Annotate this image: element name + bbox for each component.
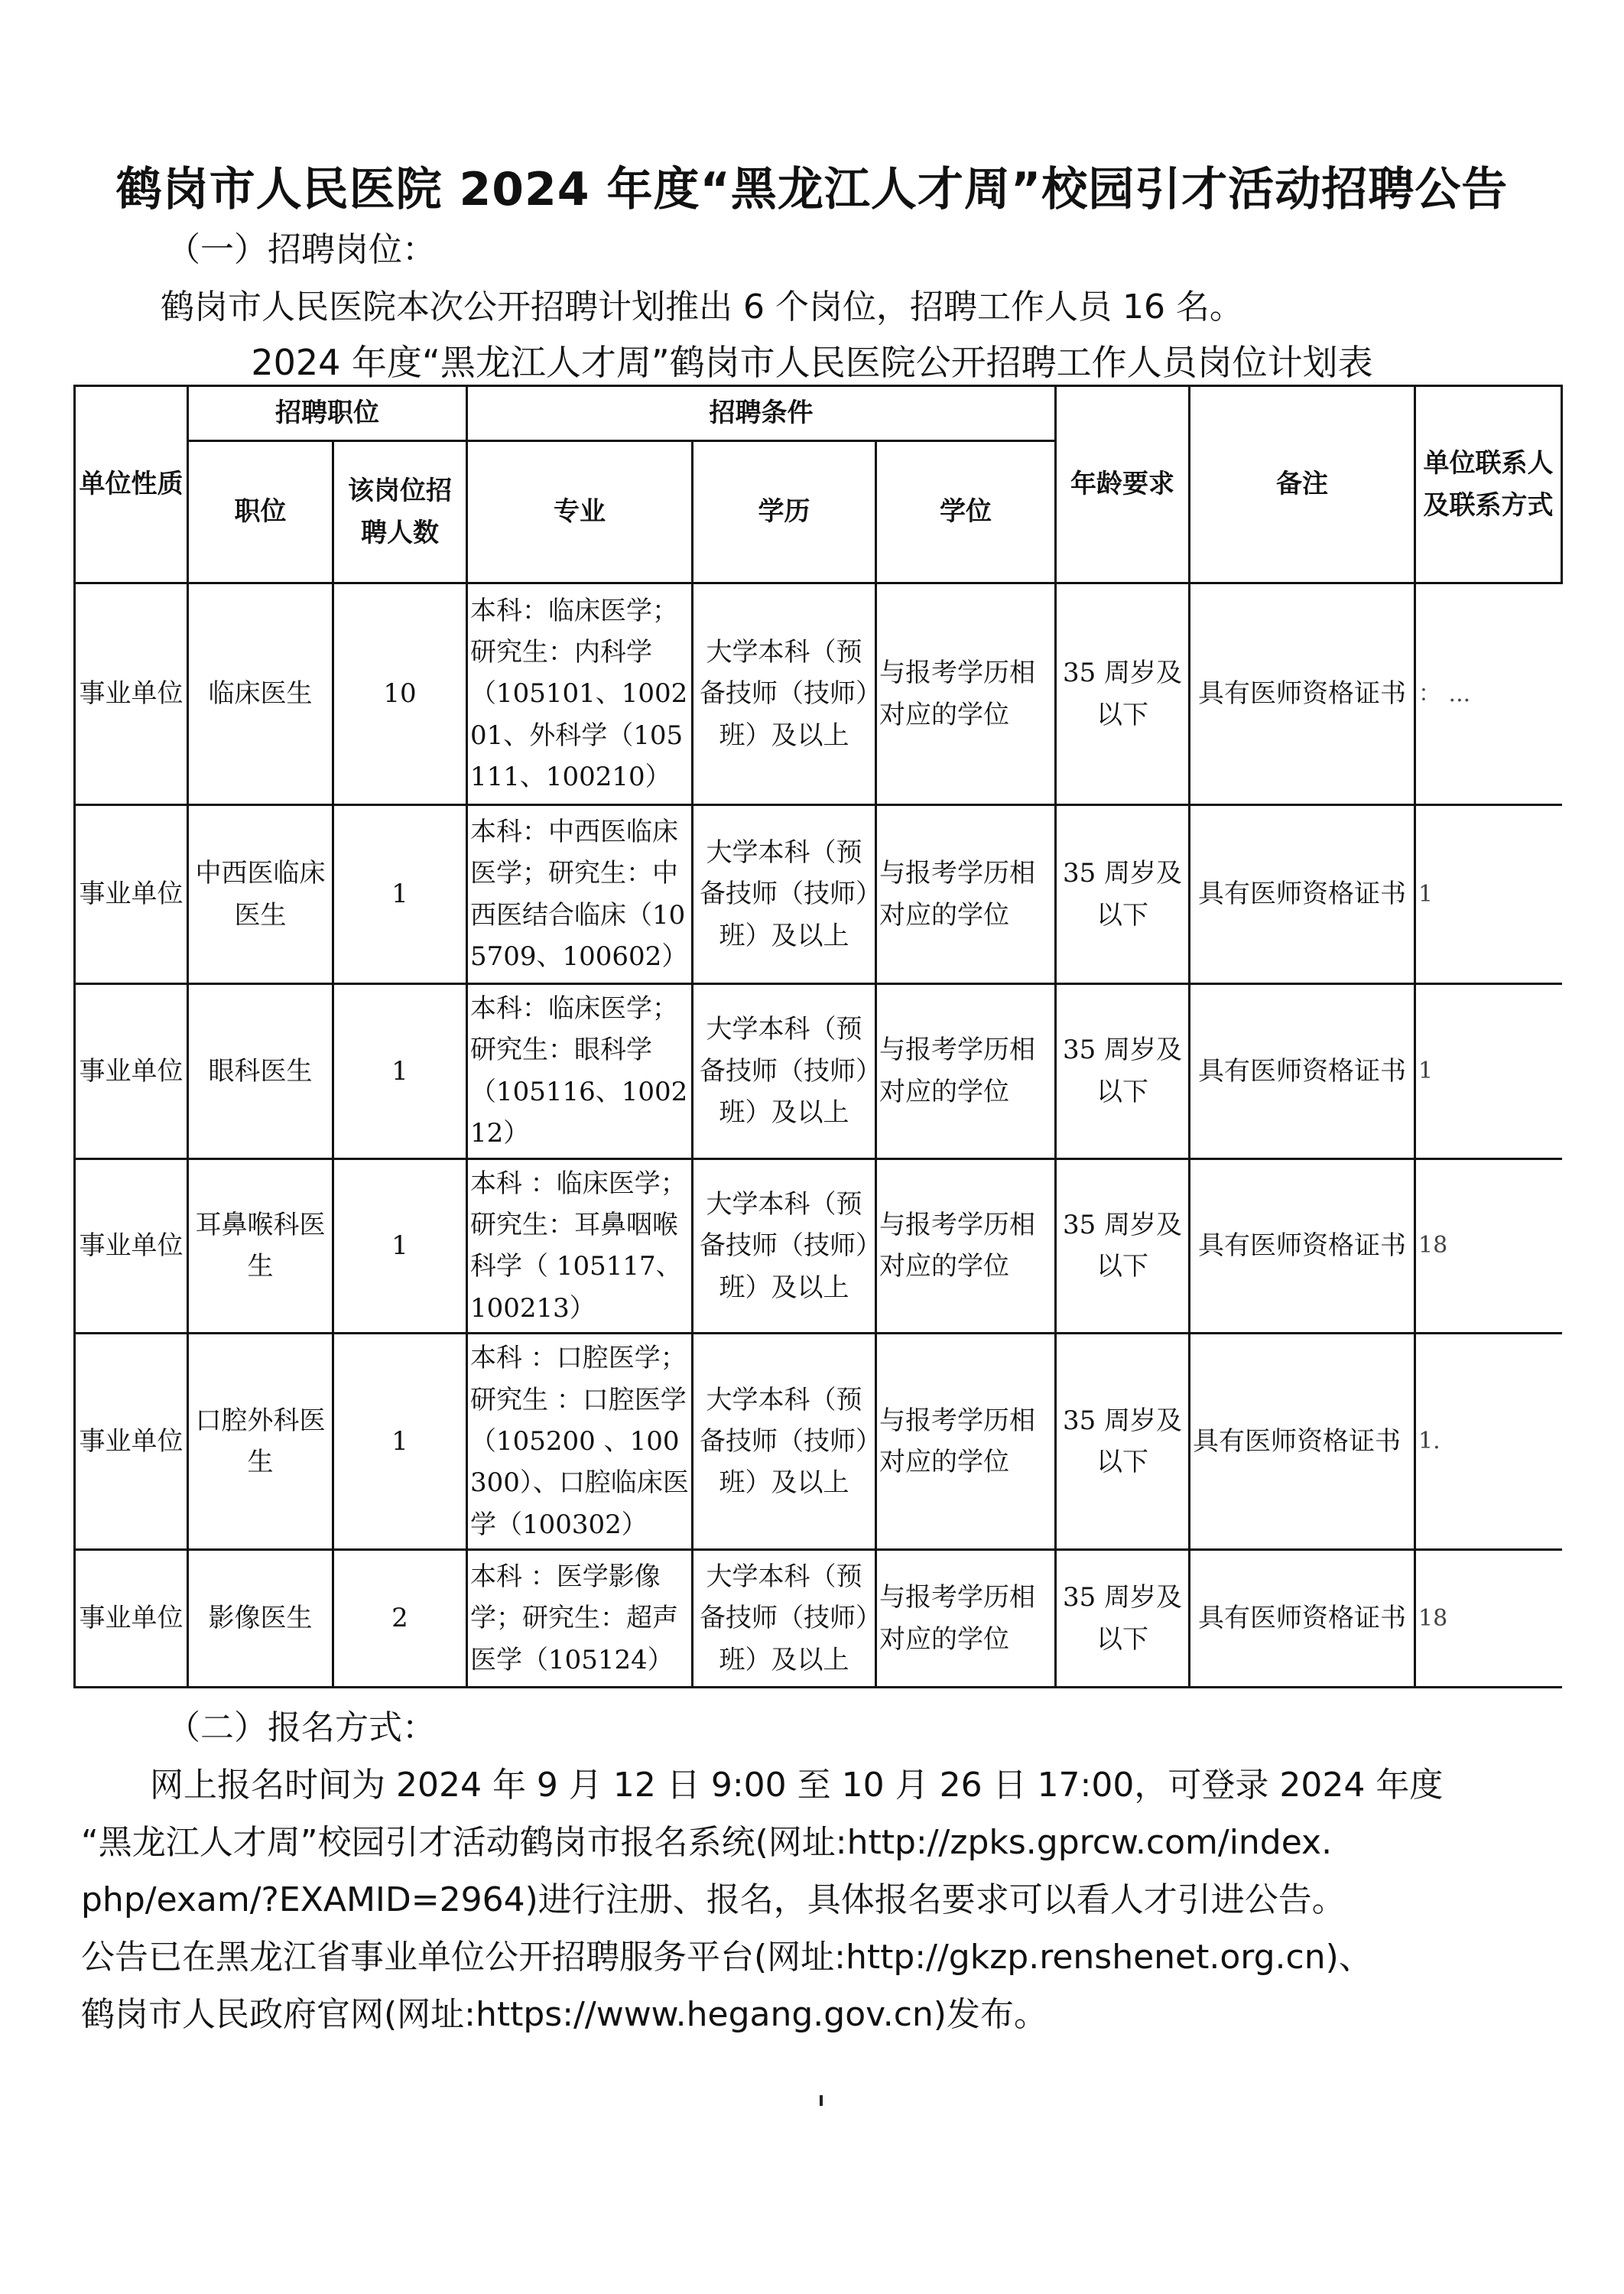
cell-degree: 与报考学历相对应的学位 bbox=[876, 805, 1056, 984]
table-row bbox=[75, 1334, 1562, 1550]
header-remarks: 备注 bbox=[1190, 386, 1415, 583]
section-2-line: 公告已在黑龙江省事业单位公开招聘服务平台(网址:http://gkzp.renshenet.org.cn)、 bbox=[81, 1938, 1372, 1977]
header-count: 该岗位招聘人数 bbox=[333, 441, 467, 583]
cell-remarks: 具有医师资格证书 bbox=[1190, 984, 1415, 1159]
section-2-heading: （二）报名方式： bbox=[167, 1708, 436, 1747]
cell-education: 大学本科（预备技师（技师）班）及以上 bbox=[693, 984, 876, 1159]
cell-unit: 事业单位 bbox=[75, 583, 188, 805]
cell-position: 耳鼻喉科医生 bbox=[188, 1158, 333, 1334]
cell-contact: 1 bbox=[1415, 805, 1562, 984]
cell-contact: 18 bbox=[1415, 1158, 1562, 1334]
table-row bbox=[75, 805, 1562, 984]
cell-major: 本科 ：医学影像学；研究生：超声医学（105124） bbox=[467, 1550, 693, 1688]
cell-remarks: 具有医师资格证书 bbox=[1190, 805, 1415, 984]
table-row bbox=[75, 984, 1562, 1159]
cell-unit: 事业单位 bbox=[75, 1158, 188, 1334]
notice-title: 鹤岗市人民医院 2024 年度“黑龙江人才周”校园引才活动招聘公告 bbox=[115, 163, 1509, 216]
cell-degree: 与报考学历相对应的学位 bbox=[876, 583, 1056, 805]
cell-position: 眼科医生 bbox=[188, 984, 333, 1159]
section-2-line: 网上报名时间为 2024 年 9 月 12 日 9:00 至 10 月 26 日 17:00，可登录 2024 年度 bbox=[150, 1766, 1444, 1805]
cell-education: 大学本科（预备技师（技师）班）及以上 bbox=[693, 1550, 876, 1688]
cell-count: 1 bbox=[333, 984, 467, 1159]
cell-age: 35 周岁及以下 bbox=[1056, 583, 1190, 805]
header-position: 职位 bbox=[188, 441, 333, 583]
cell-position: 口腔外科医生 bbox=[188, 1334, 333, 1550]
header-education: 学历 bbox=[693, 441, 876, 583]
section-1-heading: （一）招聘岗位： bbox=[167, 230, 436, 269]
table-header-row-1 bbox=[75, 386, 1562, 441]
header-major: 专业 bbox=[467, 441, 693, 583]
table-title: 2024 年度“黑龙江人才周”鹤岗市人民医院公开招聘工作人员岗位计划表 bbox=[251, 342, 1373, 383]
header-conditions-group: 招聘条件 bbox=[467, 386, 1056, 441]
cell-major: 本科：中西医临床医学；研究生：中西医结合临床（105709、100602） bbox=[467, 805, 693, 984]
cell-remarks: 具有医师资格证书 bbox=[1190, 583, 1415, 805]
table-row bbox=[75, 1550, 1562, 1688]
section-2-line: php/exam/?EXAMID=2964)进行注册、报名，具体报名要求可以看人才引进公告。 bbox=[81, 1880, 1346, 1919]
cell-count: 10 bbox=[333, 583, 467, 805]
cell-count: 2 bbox=[333, 1550, 467, 1688]
cell-remarks: 具有医师资格证书 bbox=[1190, 1550, 1415, 1688]
cell-major: 本科 ：临床医学；研究生：耳鼻咽喉科学（ 105117、100213） bbox=[467, 1158, 693, 1334]
cell-contact: 1 bbox=[1415, 984, 1562, 1159]
cell-unit: 事业单位 bbox=[75, 805, 188, 984]
cell-major: 本科：临床医学；研究生：眼科学（105116、100212） bbox=[467, 984, 693, 1159]
table-row bbox=[75, 1158, 1562, 1334]
cell-education: 大学本科（预备技师（技师）班）及以上 bbox=[693, 583, 876, 805]
header-positions-group: 招聘职位 bbox=[188, 386, 467, 441]
cell-major: 本科 ：口腔医学；研究生 ：口腔医学（105200 、100300）、口腔临床医学（100302） bbox=[467, 1334, 693, 1550]
cell-age: 35 周岁及以下 bbox=[1056, 1158, 1190, 1334]
section-1-intro: 鹤岗市人民医院本次公开招聘计划推出 6 个岗位，招聘工作人员 16 名。 bbox=[161, 288, 1243, 327]
cell-education: 大学本科（预备技师（技师）班）及以上 bbox=[693, 1158, 876, 1334]
section-2-line: “黑龙江人才周”校园引才活动鹤岗市报名系统(网址:http://zpks.gprcw.com/index. bbox=[81, 1823, 1333, 1862]
table-row bbox=[75, 583, 1562, 805]
cell-age: 35 周岁及以下 bbox=[1056, 984, 1190, 1159]
header-contact: 单位联系人及联系方式 bbox=[1415, 386, 1562, 583]
cell-degree: 与报考学历相对应的学位 bbox=[876, 984, 1056, 1159]
scan-mark bbox=[820, 2095, 823, 2106]
cell-contact: ： ... bbox=[1415, 583, 1562, 805]
cell-count: 1 bbox=[333, 1334, 467, 1550]
cell-position: 临床医生 bbox=[188, 583, 333, 805]
cell-unit: 事业单位 bbox=[75, 1550, 188, 1688]
header-unit-nature: 单位性质 bbox=[75, 386, 188, 583]
cell-count: 1 bbox=[333, 1158, 467, 1334]
cell-age: 35 周岁及以下 bbox=[1056, 805, 1190, 984]
header-age: 年龄要求 bbox=[1056, 386, 1190, 583]
cell-age: 35 周岁及以下 bbox=[1056, 1334, 1190, 1550]
section-2-line: 鹤岗市人民政府官网(网址:https://www.hegang.gov.cn)发布。 bbox=[81, 1995, 1047, 2034]
cell-remarks: 具有医师资格证书 bbox=[1190, 1158, 1415, 1334]
header-degree: 学位 bbox=[876, 441, 1056, 583]
cell-education: 大学本科（预备技师（技师）班）及以上 bbox=[693, 805, 876, 984]
cell-age: 35 周岁及以下 bbox=[1056, 1550, 1190, 1688]
cell-degree: 与报考学历相对应的学位 bbox=[876, 1550, 1056, 1688]
cell-remarks: 具有医师资格证书 bbox=[1190, 1334, 1415, 1550]
cell-education: 大学本科（预备技师（技师）班）及以上 bbox=[693, 1334, 876, 1550]
cell-unit: 事业单位 bbox=[75, 984, 188, 1159]
cell-count: 1 bbox=[333, 805, 467, 984]
cell-contact: 1. bbox=[1415, 1334, 1562, 1550]
cell-contact: 18 bbox=[1415, 1550, 1562, 1688]
cell-major: 本科：临床医学；研究生：内科学（105101、100201、外科学（105111、100210） bbox=[467, 583, 693, 805]
position-plan-table bbox=[73, 385, 1563, 1688]
cell-degree: 与报考学历相对应的学位 bbox=[876, 1334, 1056, 1550]
cell-position: 影像医生 bbox=[188, 1550, 333, 1688]
cell-degree: 与报考学历相对应的学位 bbox=[876, 1158, 1056, 1334]
cell-position: 中西医临床医生 bbox=[188, 805, 333, 984]
section-2 bbox=[81, 1699, 1557, 2043]
cell-unit: 事业单位 bbox=[75, 1334, 188, 1550]
